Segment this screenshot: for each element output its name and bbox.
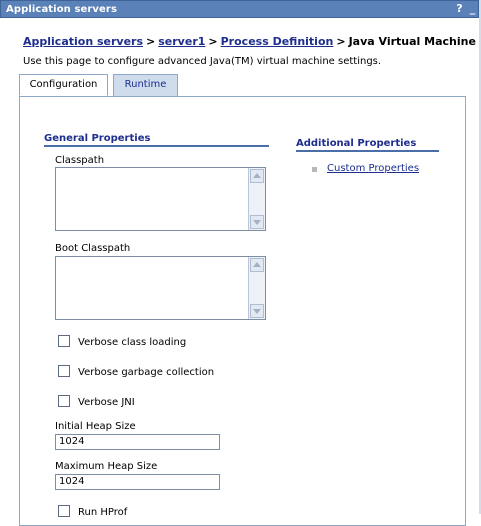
verbose-jni-label: Verbose JNI — [78, 397, 135, 408]
tab-runtime[interactable]: Runtime — [113, 74, 178, 96]
verbose-gc-label: Verbose garbage collection — [78, 367, 215, 378]
breadcrumb-separator: > — [336, 35, 346, 48]
run-hprof-checkbox[interactable] — [58, 505, 70, 517]
breadcrumb-current: Java Virtual Machine — [348, 35, 476, 48]
bullet-icon — [312, 167, 317, 172]
classpath-scrollbar[interactable] — [248, 168, 265, 230]
minimize-icon[interactable]: _ — [469, 2, 476, 15]
breadcrumb-link-process-definition[interactable]: Process Definition — [220, 35, 334, 48]
verbose-jni-checkbox[interactable] — [58, 395, 70, 407]
classpath-label: Classpath — [55, 155, 105, 166]
max-heap-label: Maximum Heap Size — [55, 461, 158, 472]
portlet-titlebar — [0, 0, 479, 18]
general-properties-heading: General Properties — [44, 133, 151, 144]
portlet-title: Application servers — [6, 4, 118, 15]
initial-heap-input[interactable]: 1024 — [55, 434, 220, 450]
breadcrumb-separator: > — [146, 35, 156, 48]
breadcrumb-separator: > — [208, 35, 218, 48]
general-properties-rule — [44, 145, 269, 147]
scroll-down-icon[interactable] — [250, 304, 264, 318]
tab-configuration[interactable]: Configuration — [19, 74, 108, 96]
boot-classpath-scrollbar[interactable] — [248, 257, 265, 319]
additional-properties-rule — [296, 150, 439, 152]
initial-heap-label: Initial Heap Size — [55, 421, 136, 432]
boot-classpath-value — [56, 257, 265, 261]
scroll-up-icon[interactable] — [250, 258, 264, 272]
verbose-class-loading-checkbox[interactable] — [58, 335, 70, 347]
boot-classpath-label: Boot Classpath — [55, 243, 131, 254]
scroll-up-icon[interactable] — [250, 169, 264, 183]
breadcrumb — [23, 35, 476, 48]
classpath-value — [56, 168, 265, 172]
max-heap-input[interactable]: 1024 — [55, 474, 220, 490]
help-icon[interactable]: ? — [456, 2, 463, 15]
additional-properties-heading: Additional Properties — [296, 138, 417, 149]
breadcrumb-link-server1[interactable]: server1 — [158, 35, 206, 48]
run-hprof-label: Run HProf — [78, 507, 128, 518]
breadcrumb-link-application-servers[interactable]: Application servers — [23, 35, 144, 48]
boot-classpath-textarea[interactable] — [55, 256, 266, 320]
classpath-textarea[interactable] — [55, 167, 266, 231]
verbose-gc-checkbox[interactable] — [58, 365, 70, 377]
verbose-class-loading-label: Verbose class loading — [78, 337, 187, 348]
custom-properties-link[interactable]: Custom Properties — [327, 163, 420, 174]
page-description: Use this page to configure advanced Java(TM) virtual machine settings. — [23, 56, 382, 67]
scroll-down-icon[interactable] — [250, 215, 264, 229]
